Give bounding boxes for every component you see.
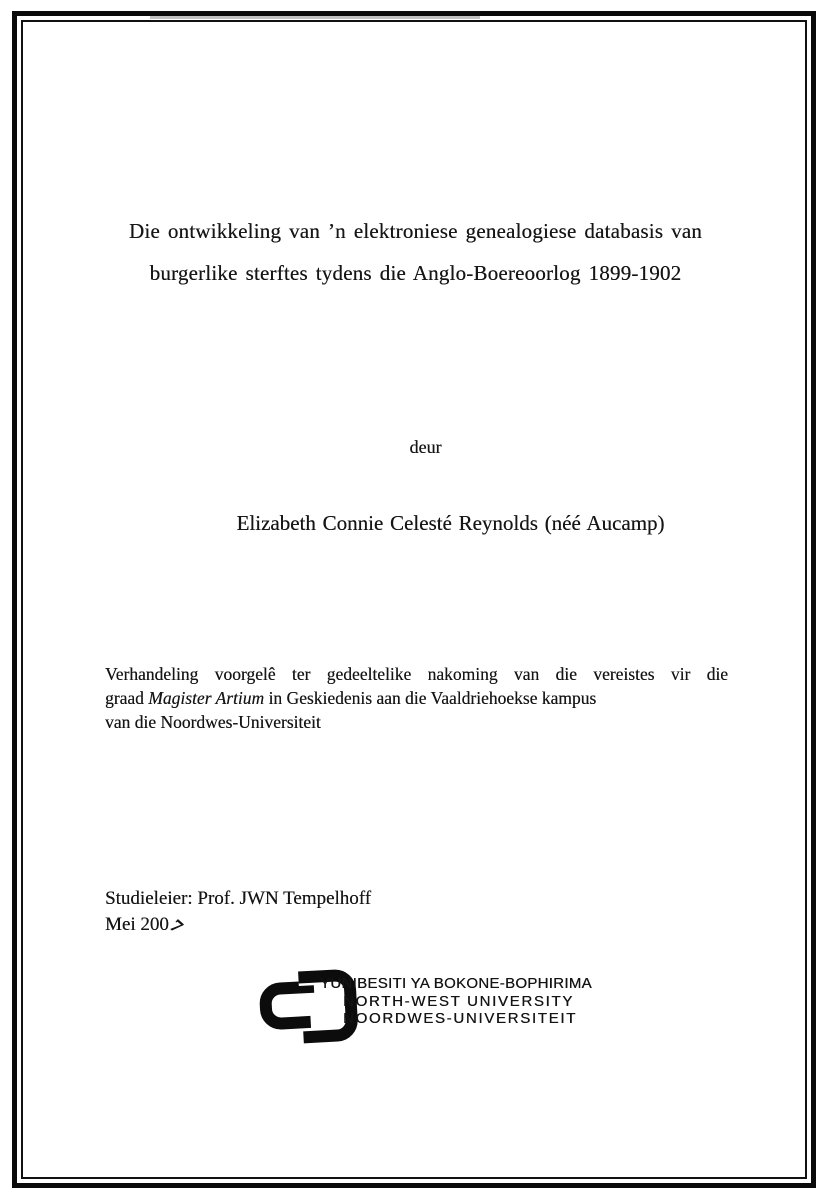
university-name-block	[320, 975, 592, 1028]
statement-line2-suffix: in Geskiedenis aan die Vaaldriehoekse kampus	[264, 688, 597, 708]
supervisor-line: Studieleier: Prof. JWN Tempelhoff	[105, 888, 372, 909]
thesis-title	[60, 210, 771, 294]
scan-artifact	[150, 16, 480, 19]
date-last-digit: 7	[165, 915, 187, 938]
byline-preposition: deur	[409, 437, 442, 457]
university-name-setswana: YUNIBESITI YA BOKONE-BOPHIRIMA	[320, 975, 592, 992]
statement-line2	[105, 686, 728, 710]
date-prefix: Mei 200	[105, 914, 169, 935]
date-line	[105, 912, 371, 938]
statement-line3: van die Noordwes-Universiteit	[105, 712, 321, 732]
author-name: Elizabeth Connie Celesté Reynolds (néé Aucamp)	[236, 511, 665, 535]
supervisor-block	[105, 886, 371, 938]
university-name-english: NORTH-WEST UNIVERSITY	[343, 992, 574, 1010]
statement-line2-prefix: graad	[105, 688, 149, 708]
thesis-title-line2: burgerlike sterftes tydens die Anglo-Boereoorlog 1899-1902	[149, 261, 682, 285]
degree-name-italic: Magister Artium	[148, 688, 265, 708]
statement-line1: Verhandeling voorgelê ter gedeeltelike nakoming van die vereistes vir die	[105, 664, 728, 684]
submission-statement	[105, 662, 728, 734]
thesis-title-line1: Die ontwikkeling van ’n elektroniese genealogiese databasis van	[128, 219, 702, 243]
university-name-afrikaans: NOORDWES-UNIVERSITEIT	[343, 1010, 578, 1027]
